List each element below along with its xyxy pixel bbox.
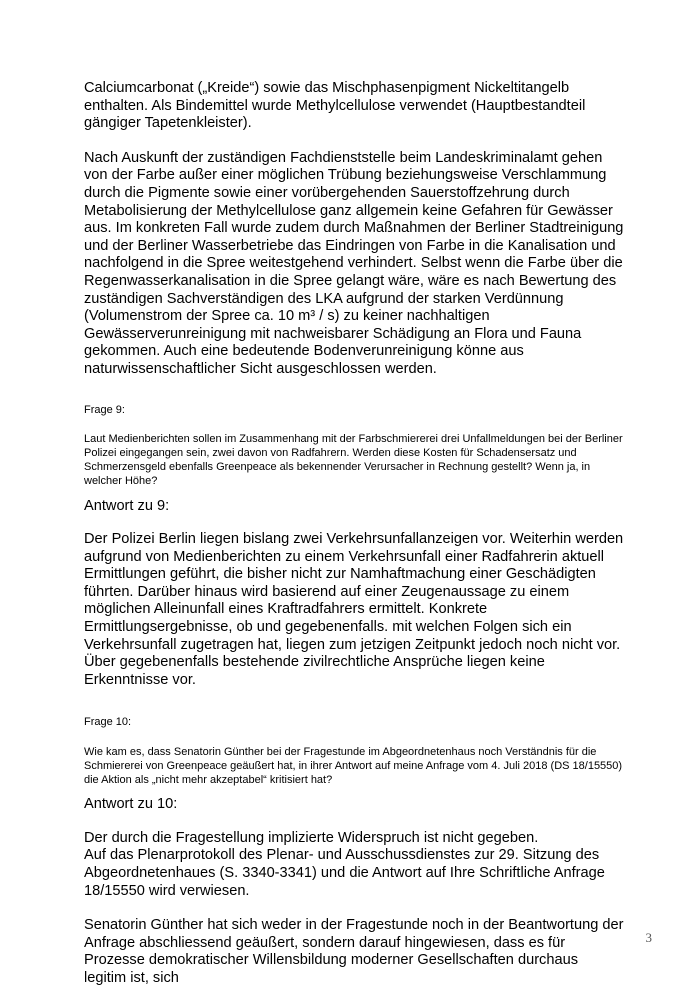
antwort-10-line-1: Der durch die Fragestellung implizierte Widerspruch ist nicht gegeben. (84, 829, 539, 846)
antwort-10-label: Antwort zu 10: (84, 796, 178, 813)
antwort-9-paragraph-1: Der Polizei Berlin liegen bislang zwei Verkehrsunfallanzeigen vor. Weiterhin werden aufgrund von Medienberichten zu einem Verkehrsunfall einer Radfahrerin aktuell Ermittlungen geführt, die bisher nicht zur Namhaftmachung einer Geschädigten führten. Darüber hinaus wird basierend auf einer Zeugenaussage zu einem möglichen Alleinunfall eines Kraftradfahrers ermittelt. Konkrete Ermittlungsergebnisse, ob und gegebenenfalls. mit welchen Folgen sich ein Verkehrsunfall zugetragen hat, liegen zum jetzigen Zeitpunkt jedoch noch nicht vor. (84, 531, 624, 653)
antwort-10-paragraph-2: Senatorin Günther hat sich weder in der Fragestunde noch in der Beantwortung der Anfrage abschliessend geäußert, sondern darauf hingewiesen, dass es für Prozesse demokratischer Willensbildung moderner Gesellschaften durchaus legitim ist, sich (84, 917, 624, 987)
antwort-10-paragraph-1: Auf das Plenarprotokoll des Plenar- und Ausschussdienstes zur 29. Sitzung des Abgeordnetenhaues (S. 3340-3341) und die Antwort auf Ihre Schriftliche Anfrage 18/15550 wird verwiesen. (84, 847, 605, 899)
antwort-9-paragraph-2: Über gegebenenfalls bestehende zivilrechtliche Ansprüche liegen keine Erkenntnisse vor. (84, 654, 545, 688)
frage-9-question: Laut Medienberichten sollen im Zusammenhang mit der Farbschmiererei drei Unfallmeldungen bei der Berliner Polizei eingegangen sein, zwei davon von Radfahrern. Werden diese Kosten für Schadensersatz und Schmerzensgeld ebenfalls Greenpeace als bekennender Verursacher in Rechnung gestellt? Wenn ja, in welcher Höhe? (84, 432, 623, 488)
antwort-9-label: Antwort zu 9: (84, 497, 170, 514)
page-content (84, 80, 624, 988)
intro-paragraph-1: Calciumcarbonat („Kreide“) sowie das Mischphasenpigment Nickeltitangelb enthalten. Als Bindemittel wurde Methylcellulose verwendet (Hauptbestandteil gängiger Tapetenkleister). (84, 80, 586, 132)
intro-paragraph-2: Nach Auskunft der zuständigen Fachdienststelle beim Landeskriminalamt gehen von der Farbe außer einer möglichen Trübung beziehungsweise Verschlammung durch die Pigmente sowie einer vorübergehenden Sauerstoffzehrung durch Metabolisierung der Methylcellulose ganz allgemein keine Gefahren für Gewässer aus. Im konkreten Fall wurde zudem durch Maßnahmen der Berliner Stadtreinigung und der Berliner Wasserbetriebe das Eindringen von Farbe in die Kanalisation und nachfolgend in die Spree weitestgehend verhindert. Selbst wenn die Farbe über die Regenwasserkanalisation in die Spree gelangt wäre, wäre es nach Bewertung des zuständigen Sachverständigen des LKA aufgrund der starken Verdünnung (Volumenstrom der Spree ca. 10 m³ / s) zu keiner nachhaltigen Gewässerverunreinigung mit nachweisbarer Schädigung an Flora und Fauna gekommen. Auch eine bedeutende Bodenverunreinigung könne aus naturwissenschaftlicher Sicht ausgeschlossen werden. (84, 149, 624, 377)
frage-10-question: Wie kam es, dass Senatorin Günther bei der Fragestunde im Abgeordnetenhaus noch Verständnis für die Schmiererei von Greenpeace geäußert hat, in ihrer Antwort auf meine Anfrage vom 4. Juli 2018 (DS 18/15550) die Aktion als „nicht mehr akzeptabel“ kritisiert hat? (84, 745, 623, 787)
frage-9-label: Frage 9: (84, 403, 125, 416)
frage-10-label: Frage 10: (84, 716, 132, 729)
page-number: 3 (645, 930, 652, 945)
